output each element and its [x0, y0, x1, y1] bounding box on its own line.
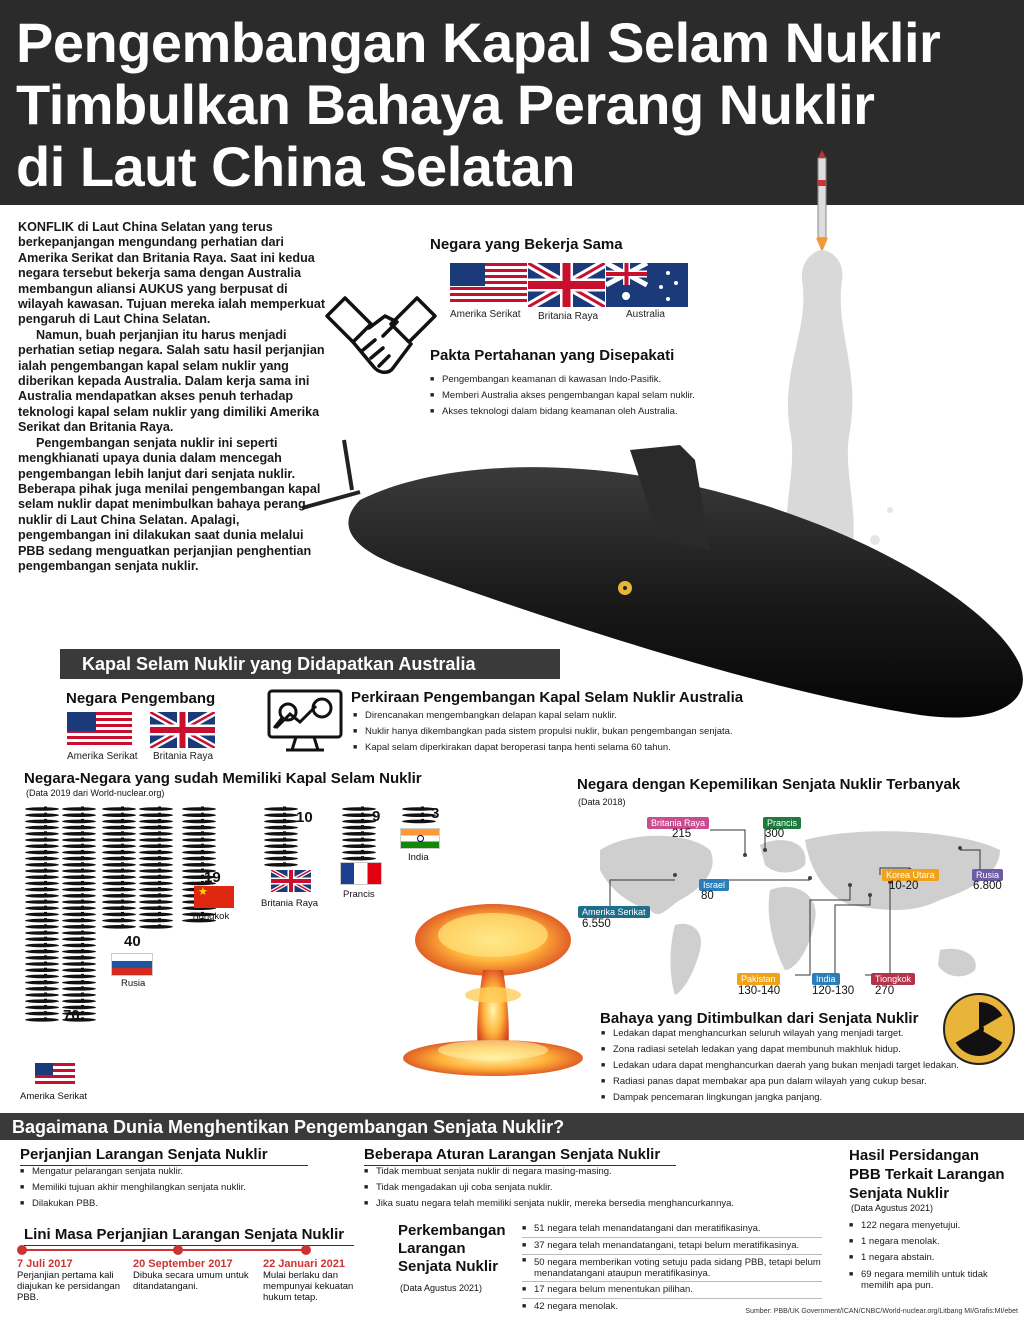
submarine-icon: [139, 862, 173, 866]
submarine-icon: [139, 918, 173, 922]
submarine-icon: [25, 900, 59, 904]
submarine-icon: [139, 831, 173, 835]
submarine-icon: [62, 881, 96, 885]
count-prancis: 9: [372, 808, 381, 825]
submarine-icon: [182, 819, 216, 823]
list-item: ■ Dilakukan PBB.: [20, 1196, 320, 1212]
list-item: ■ 37 negara telah menandatangani, tetapi belum meratifikasinya.: [522, 1238, 822, 1255]
progress-title-line: Senjata Nuklir: [398, 1258, 499, 1275]
pact-title: Pakta Pertahanan yang Disepakati: [430, 347, 675, 364]
world-section-bar: [0, 1113, 1024, 1140]
timeline-title: Lini Masa Perjanjian Larangan Senjata Nuklir: [24, 1226, 354, 1246]
submarine-icon: [139, 869, 173, 873]
danger-title: Bahaya yang Ditimbulkan dari Senjata Nuklir: [600, 1010, 919, 1027]
un-result-source: (Data Agustus 2021): [851, 1203, 934, 1213]
map-label-india: India: [812, 973, 840, 985]
flag-china-icon: ★: [194, 886, 234, 908]
map-label-korea-utara: Korea Utara: [882, 869, 939, 881]
flag-france-icon: [340, 862, 382, 885]
treaty-list: [20, 1164, 320, 1212]
map-label-israel: Israel: [699, 879, 729, 891]
submarine-icon: [342, 819, 376, 823]
submarine-icon: [264, 844, 298, 848]
submarine-icon: [182, 807, 216, 811]
count-rusia: 40: [124, 933, 141, 950]
submarine-icon: [25, 850, 59, 854]
map-value: 6.800: [973, 880, 1002, 892]
submarine-icon: [139, 819, 173, 823]
list-item: ■ Ledakan dapat menghancurkan seluruh wilayah yang menjadi target.: [601, 1026, 961, 1042]
submarine-icon: [25, 980, 59, 984]
nuclear-explosion-illustration: [398, 900, 588, 1080]
count-india: 3: [431, 805, 440, 822]
country-label: Tiongkok: [191, 911, 230, 922]
submarine-icon: [25, 844, 59, 848]
submarine-icon: [182, 862, 216, 866]
flag-uk-icon: [528, 263, 605, 307]
timeline-date: 20 September 2017: [133, 1258, 233, 1270]
submarine-icon: [342, 825, 376, 829]
submarine-icon: [102, 819, 136, 823]
submarine-icon: [25, 831, 59, 835]
submarine-icon: [139, 825, 173, 829]
submarine-icon: [102, 862, 136, 866]
map-value: 10-20: [889, 880, 919, 892]
submarine-icon: [139, 875, 173, 879]
submarine-icon: [102, 875, 136, 879]
rules-title: Beberapa Aturan Larangan Senjata Nuklir: [364, 1146, 676, 1166]
submarine-icon: [62, 838, 96, 842]
submarine-icon: [25, 918, 59, 922]
un-result-title: [849, 1146, 1005, 1203]
submarine-icon: [342, 850, 376, 854]
submarine-icon: [25, 949, 59, 953]
submarine-icon: [342, 813, 376, 817]
submarine-icon: [102, 807, 136, 811]
list-item: ■ Ledakan udara dapat menghancurkan daerah yang bukan menjadi target ledakan.: [601, 1058, 961, 1074]
intro-paragraph: Pengembangan senjata nuklir ini seperti mengkhianati upaya dunia dalam mencegah pengembangan lebih lanjut dari senjata nuklir. Beberapa pihak juga menilai pengembangan kapal selam nuklir dapat menimbulkan bahaya perang nuklir di Laut China Selatan. Apalagi, pengembangan ini dilakukan saat dunia melalui PBB sedang menguatkan perjanjian penghentian pengembangan senjata nuklir.: [18, 435, 321, 573]
count-tiongkok: 19: [204, 869, 221, 886]
submarine-icon: [62, 993, 96, 997]
submarine-icon: [102, 825, 136, 829]
submarine-icon: [62, 906, 96, 910]
submarine-icon: [102, 856, 136, 860]
submarine-icon: [139, 912, 173, 916]
submarine-icon: [25, 838, 59, 842]
country-label: Amerika Serikat: [67, 751, 138, 762]
list-item: ■ Tidak mengadakan uji coba senjata nuklir.: [364, 1180, 804, 1196]
list-item: ■ 1 negara abstain.: [849, 1250, 1009, 1266]
timeline-date: 22 Januari 2021: [263, 1258, 345, 1270]
submarine-stack: [24, 805, 64, 1024]
list-item: ■ 42 negara menolak.: [522, 1299, 822, 1315]
timeline-text: Perjanjian pertama kali diajukan ke persidangan PBB.: [17, 1270, 120, 1303]
flag-uk-icon: [271, 870, 311, 892]
submarine-icon: [139, 838, 173, 842]
un-result-list: [849, 1218, 1009, 1291]
country-label: Britania Raya: [261, 898, 319, 909]
count-britania-raya: 10: [296, 809, 313, 826]
submarine-icon: [62, 943, 96, 947]
list-item: ■ Memiliki tujuan akhir menghilangkan senjata nuklir.: [20, 1180, 320, 1196]
submarine-icon: [264, 850, 298, 854]
title-line-2: Timbulkan Bahaya Perang Nuklir: [16, 73, 875, 136]
submarine-icon: [102, 838, 136, 842]
submarine-icon: [25, 893, 59, 897]
submarine-icon: [62, 986, 96, 990]
submarine-icon: [25, 937, 59, 941]
submarine-icon: [139, 906, 173, 910]
submarine-icon: [139, 813, 173, 817]
map-label-pakistan: Pakistan: [737, 973, 780, 985]
submarine-icon: [182, 825, 216, 829]
country-label: Britania Raya: [153, 751, 214, 762]
submarine-icon: [139, 856, 173, 860]
submarine-icon: [62, 937, 96, 941]
submarine-icon: [25, 1017, 59, 1021]
submarine-icon: [62, 912, 96, 916]
list-item: ■ 1 negara menolak.: [849, 1234, 1009, 1250]
map-label-rusia: Rusia: [972, 869, 1003, 881]
submarine-icon: [62, 999, 96, 1003]
submarine-icon: [102, 893, 136, 897]
map-label-tiongkok: Tiongkok: [871, 973, 915, 985]
radiation-icon: [942, 992, 1016, 1066]
australia-section-bar: [60, 649, 560, 679]
submarine-icon: [264, 819, 298, 823]
list-item: ■ 17 negara belum menentukan pilihan.: [522, 1282, 822, 1299]
submarine-icon: [102, 918, 136, 922]
submarine-icon: [25, 943, 59, 947]
country-label: Britania Raya: [538, 311, 599, 322]
submarine-icon: [25, 819, 59, 823]
country-label: Rusia: [121, 978, 146, 989]
list-item: ■ 122 negara menyetujui.: [849, 1218, 1009, 1234]
submarine-icon: [62, 974, 96, 978]
submarine-icon: [342, 838, 376, 842]
submarine-icon: [25, 931, 59, 935]
map-value: 300: [765, 828, 785, 840]
submarine-icon: [264, 825, 298, 829]
submarine-icon: [62, 968, 96, 972]
australia-section-title: Kapal Selam Nuklir yang Didapatkan Australia: [82, 654, 476, 674]
list-item: ■ Tidak membuat senjata nuklir di negara masing-masing.: [364, 1164, 804, 1180]
submarine-icon: [102, 912, 136, 916]
submarine-icon: [62, 819, 96, 823]
submarine-icon: [139, 807, 173, 811]
progress-title-line: Larangan: [398, 1240, 466, 1257]
submarine-icon: [62, 900, 96, 904]
submarine-icon: [342, 844, 376, 848]
submarine-icon: [25, 862, 59, 866]
list-item: ■ 69 negara memilih untuk tidak memilih apa pun.: [849, 1269, 1009, 1291]
submarine-icon: [264, 831, 298, 835]
submarine-icon: [139, 924, 173, 928]
flag-india-icon: [400, 828, 440, 849]
submarine-icon: [62, 949, 96, 953]
submarine-icon: [264, 862, 298, 866]
submarine-icon: [25, 974, 59, 978]
submarine-icon: [25, 887, 59, 891]
source-footer: Sumber: PBB/UK Government/ICAN/CNBC/World-nuclear.org/Litbang MI/Grafis:MI/ebet: [745, 1308, 1018, 1315]
map-value: 270: [875, 985, 895, 997]
submarine-icon: [102, 924, 136, 928]
submarine-icon: [62, 918, 96, 922]
list-item: ■ Pengembangan keamanan di kawasan Indo-Pasifik.: [430, 372, 730, 388]
submarine-icon: [62, 869, 96, 873]
submarine-icon: [62, 807, 96, 811]
submarine-icon: [102, 831, 136, 835]
submarine-icon: [264, 838, 298, 842]
submarine-icon: [25, 968, 59, 972]
submarine-icon: [25, 986, 59, 990]
flag-us-icon: [67, 712, 132, 748]
owners-source: (Data 2019 dari World-nuclear.org): [26, 788, 165, 798]
submarine-icon: [25, 924, 59, 928]
list-item: ■ Kapal selam diperkirakan dapat beroperasi tanpa henti selama 60 tahun.: [353, 740, 773, 756]
submarine-icon: [139, 881, 173, 885]
list-item: ■ Direncanakan mengembangkan delapan kapal selam nuklir.: [353, 708, 773, 724]
submarine-icon: [25, 856, 59, 860]
submarine-icon: [62, 887, 96, 891]
submarine-icon: [62, 962, 96, 966]
submarine-icon: [62, 825, 96, 829]
list-item: ■ Jika suatu negara telah memiliki senjata nuklir, mereka bersedia menghancurkannya.: [364, 1196, 804, 1212]
submarine-icon: [342, 831, 376, 835]
timeline-axis: [16, 1243, 316, 1257]
cooperation-title: Negara yang Bekerja Sama: [430, 236, 623, 253]
submarine-icon: [25, 813, 59, 817]
submarine-icon: [62, 955, 96, 959]
submarine-icon: [102, 900, 136, 904]
world-section-title: Bagaimana Dunia Menghentikan Pengembangan Senjata Nuklir?: [12, 1117, 565, 1137]
handshake-icon: [323, 288, 439, 384]
flag-us-icon: [35, 1063, 75, 1085]
map-label-prancis: Prancis: [763, 817, 801, 829]
intro-text: [18, 220, 326, 574]
country-label: Prancis: [343, 889, 375, 900]
count-amerika-serikat: 70: [63, 1007, 80, 1024]
timeline-text: Dibuka secara umum untuk ditandatangani.: [133, 1270, 249, 1292]
country-label: Amerika Serikat: [20, 1091, 88, 1102]
un-result-title-line: Senjata Nuklir: [849, 1185, 950, 1202]
map-value: 215: [672, 828, 692, 840]
submarine-icon: [62, 924, 96, 928]
submarine-icon: [25, 875, 59, 879]
developers-title: Negara Pengembang: [66, 690, 216, 707]
submarine-icon: [182, 844, 216, 848]
flag-australia-icon: [606, 263, 688, 307]
submarine-icon: [264, 807, 298, 811]
list-item: ■ Memberi Australia akses pengembangan kapal selam nuklir.: [430, 388, 730, 404]
forecast-list: [353, 708, 773, 756]
country-label: Amerika Serikat: [450, 309, 521, 320]
submarine-icon: [182, 838, 216, 842]
country-label: Australia: [626, 309, 665, 320]
submarine-icon: [25, 869, 59, 873]
submarine-icon: [25, 955, 59, 959]
title-line-1: Pengembangan Kapal Selam Nuklir: [16, 11, 941, 74]
pact-list: [430, 372, 730, 420]
submarine-icon: [62, 875, 96, 879]
submarine-stack: [61, 805, 101, 1024]
submarine-icon: [62, 980, 96, 984]
submarine-icon: [182, 856, 216, 860]
submarine-icon: [139, 887, 173, 891]
danger-list: [601, 1026, 961, 1106]
submarine-icon: [25, 912, 59, 916]
timeline-date: 7 Juli 2017: [17, 1258, 73, 1270]
owners-title: Negara-Negara yang sudah Memiliki Kapal Selam Nuklir: [24, 770, 422, 787]
timeline-event: [133, 1258, 253, 1292]
progress-source: (Data Agustus 2021): [400, 1283, 483, 1293]
submarine-icon: [25, 962, 59, 966]
submarine-icon: [25, 993, 59, 997]
submarine-icon: [102, 887, 136, 891]
submarine-icon: [102, 906, 136, 910]
submarine-icon: [62, 862, 96, 866]
submarine-icon: [62, 856, 96, 860]
submarine-icon: [342, 807, 376, 811]
map-value: 6.550: [582, 918, 611, 930]
progress-title: [398, 1222, 506, 1276]
forecast-title: Perkiraan Pengembangan Kapal Selam Nuklir Australia: [351, 689, 744, 706]
submarine-icon: [102, 850, 136, 854]
submarine-icon: [62, 813, 96, 817]
submarine-icon: [25, 906, 59, 910]
submarine-icon: [182, 813, 216, 817]
submarine-icon: [264, 856, 298, 860]
submarine-icon: [25, 825, 59, 829]
submarine-icon: [139, 893, 173, 897]
submarine-icon: [62, 844, 96, 848]
weapons-title: Negara dengan Kepemilikan Senjata Nuklir Terbanyak: [577, 776, 961, 793]
timeline-text: Mulai berlaku dan mempunyai kekuatan hukum tetap.: [263, 1270, 354, 1303]
submarine-icon: [25, 999, 59, 1003]
submarine-icon: [62, 931, 96, 935]
title-line-3: di Laut China Selatan: [16, 135, 575, 198]
submarine-icon: [342, 856, 376, 860]
submarine-icon: [62, 893, 96, 897]
un-result-title-line: PBB Terkait Larangan: [849, 1166, 1005, 1183]
list-item: ■ 50 negara memberikan voting setuju pada sidang PBB, tetapi belum menandatangani ataupun meratifikasinya.: [522, 1255, 822, 1282]
submarine-icon: [264, 813, 298, 817]
monitor-chart-icon: [266, 688, 344, 754]
submarine-icon: [139, 900, 173, 904]
list-item: ■ Mengatur pelarangan senjata nuklir.: [20, 1164, 320, 1180]
timeline-event: [263, 1258, 363, 1303]
list-item: ■ Akses teknologi dalam bidang keamanan oleh Australia.: [430, 404, 730, 420]
submarine-icon: [102, 881, 136, 885]
submarine-icon: [139, 844, 173, 848]
map-value: 120-130: [812, 985, 855, 997]
flag-uk-icon: [150, 712, 215, 748]
list-item: ■ Nuklir hanya dikembangkan pada sistem propulsi nuklir, bukan pengembangan senjata.: [353, 724, 773, 740]
weapons-source: (Data 2018): [578, 797, 626, 807]
intro-paragraph: Namun, buah perjanjian itu harus menjadi perhatian setiap negara. Salah satu hasil perjanjian ialah pengembangan kapal selam nuklir yang diberikan kepada Australia. Dalam kerja sama ini Australia mendapatkan akses penuh terhadap teknologi kapal selam nuklir yang dimiliki Amerika Serikat dan Britania Raya.: [18, 327, 325, 435]
submarine-icon: [62, 850, 96, 854]
submarine-icon: [139, 850, 173, 854]
flag-us-icon: [450, 263, 527, 305]
progress-title-line: Perkembangan: [398, 1222, 506, 1239]
treaty-title: Perjanjian Larangan Senjata Nuklir: [20, 1146, 308, 1166]
map-value: 80: [701, 890, 714, 902]
submarine-icon: [102, 869, 136, 873]
submarine-icon: [25, 881, 59, 885]
map-label-amerika-serikat: Amerika Serikat: [578, 906, 650, 918]
timeline-event: [17, 1258, 127, 1303]
flag-russia-icon: [111, 953, 153, 976]
list-item: ■ Radiasi panas dapat membakar apa pun dalam wilayah yang cukup besar.: [601, 1074, 961, 1090]
submarine-stack: [138, 805, 178, 931]
map-label-britania-raya: Britania Raya: [647, 817, 709, 829]
submarine-stack: [101, 805, 141, 931]
submarine-icon: [25, 1005, 59, 1009]
submarine-icon: [182, 850, 216, 854]
submarine-icon: [102, 844, 136, 848]
progress-list: [522, 1221, 822, 1315]
submarine-icon: [25, 1011, 59, 1015]
map-value: 130-140: [738, 985, 781, 997]
list-item: ■ Zona radiasi setelah ledakan yang dapat membunuh makhluk hidup.: [601, 1042, 961, 1058]
submarine-icon: [102, 813, 136, 817]
list-item: ■ 51 negara telah menandatangani dan meratifikasinya.: [522, 1221, 822, 1238]
un-result-title-line: Hasil Persidangan: [849, 1147, 980, 1164]
rules-list: [364, 1164, 804, 1212]
country-label: India: [408, 852, 429, 863]
intro-paragraph: KONFLIK di Laut China Selatan yang terus berkepanjangan mengundang perhatian dari Amerika Serikat dan Britania Raya. Saat ini kedua negara tersebut bekerja sama dengan Australia membangun aliansi AUKUS yang berpusat di wilayah kawasan. Tujuan mereka ialah memperkuat pengaruh di Laut China Selatan.: [18, 220, 326, 327]
submarine-icon: [62, 831, 96, 835]
submarine-icon: [182, 831, 216, 835]
submarine-icon: [25, 807, 59, 811]
list-item: ■ Dampak pencemaran lingkungan jangka panjang.: [601, 1090, 961, 1106]
